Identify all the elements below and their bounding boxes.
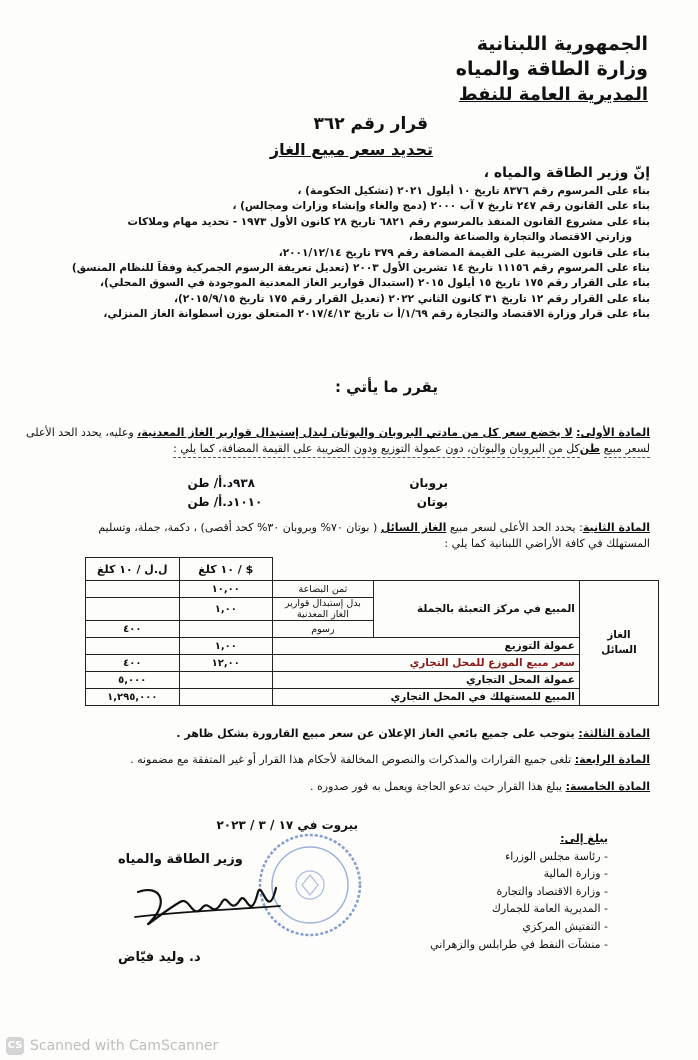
preamble-line: وزارتي الاقتصاد والتجارة والصناعة والنفط، xyxy=(408,231,632,244)
preamble-line: بناء على المرسوم رقم ١١١٥٦ تاريخ ١٤ تشرين الأول ٢٠٠٣ (تعديل تعريفة الرسوم الجمركية وفقاً للنظام المنسق) xyxy=(71,262,650,275)
table-cell-usd xyxy=(179,689,273,706)
article-3 xyxy=(40,726,650,742)
table-cell-lbp: ٤٠٠ xyxy=(86,621,180,638)
table-row-label: ثمن البضاعة xyxy=(273,581,374,598)
article-1 xyxy=(26,425,650,458)
article-5-text: يبلغ هذا القرار حيث تدعو الحاجة ويعمل به فور صدوره . xyxy=(310,780,566,793)
price-product: بروبان xyxy=(409,476,448,490)
price-value: ١٠١٠ xyxy=(233,495,263,509)
table-cell-lbp xyxy=(86,581,180,598)
distribution-item: - رئاسة مجلس الوزراء xyxy=(505,849,608,863)
article-1-unit: طن xyxy=(579,442,601,455)
article-2-label: المادة الثانية xyxy=(582,521,650,534)
article-2 xyxy=(40,520,650,552)
price-list xyxy=(173,474,448,512)
table-header-lbp: ل.ل / ١٠ كلغ xyxy=(86,558,180,581)
article-2-text-3: المستهلك في كافة الأراضي اللبنانية كما يلي : xyxy=(444,537,650,550)
preamble-line: بناء على القرار رقم ١٢ تاريخ ٣١ كانون الثاني ٢٠٢٢ (تعديل القرار رقم ١٧٥ تاريخ ٢٠١٥/٩/١٥)، xyxy=(173,292,650,305)
table-cell-lbp xyxy=(86,638,180,655)
distribution-item: - المديرية العامة للجمارك xyxy=(491,902,608,916)
preamble xyxy=(30,184,650,323)
preamble-line: بناء على القرار رقم ١٧٥ تاريخ ١٥ أيلول ٢٠١٥ (استبدال قوارير الغاز المعدنية الموجودة في السوق المحلي)، xyxy=(100,277,650,290)
place-date: بيروت في ١٧ / ٣ / ٢٠٢٣ xyxy=(216,818,358,832)
price-value: ٩٣٨ xyxy=(233,476,255,490)
table-cell-lbp xyxy=(86,598,180,621)
minister-intro: إنّ وزير الطاقة والمياه ، xyxy=(483,165,650,181)
article-1-text-3: كل من البروبان والبوتان، دون عمولة التوزيع ودون الضريبة على القيمة المضافة، كما يلي : xyxy=(173,441,580,458)
table-row-label: عمولة التوزيع xyxy=(273,638,580,655)
article-4-label: المادة الرابعة: xyxy=(574,753,650,766)
table-row xyxy=(86,672,659,689)
article-1-bold: لا يخضع سعر كل من مادتي البروبان والبوتان لبدل إستبدال قوارير الغاز المعدنية، xyxy=(137,426,573,439)
letterhead xyxy=(456,32,648,107)
table-row xyxy=(86,581,659,598)
group-label-line: الغاز xyxy=(607,629,631,641)
article-2-text-2: ( بوتان ٧٠% وبروبان ٣٠% كحد أقصى) ، دكمة، جملة، وتسليم xyxy=(98,521,381,534)
table-cell-usd xyxy=(179,621,273,638)
table-row xyxy=(86,689,659,706)
distribution-item: - وزارة المالية xyxy=(543,867,608,881)
article-3-label: المادة الثالثة: xyxy=(578,727,650,740)
decision-number: قرار رقم ٣٦٢ xyxy=(313,114,428,134)
signatory-title: وزير الطاقة والمياه xyxy=(118,852,243,867)
table-group-label xyxy=(579,581,658,706)
distribution-item: - وزارة الاقتصاد والتجارة xyxy=(496,884,608,898)
table-blank xyxy=(273,558,659,581)
price-unit: د.أ/ طن xyxy=(187,476,233,490)
price-row xyxy=(173,493,448,512)
table-header-usd: $ / ١٠ كلغ xyxy=(179,558,273,581)
article-2-text: : يحدد الحد الأعلى لسعر مبيع xyxy=(446,521,583,534)
table-row-label: المبيع للمستهلك في المحل التجاري xyxy=(273,689,580,706)
table-cell-usd: ١,٠٠ xyxy=(179,638,273,655)
scanner-watermark xyxy=(6,1037,218,1055)
group-label-line: السائل xyxy=(601,644,637,656)
article-4 xyxy=(40,752,650,768)
signature xyxy=(130,862,290,946)
decision-title: تحديد سعر مبيع الغاز xyxy=(269,140,433,159)
price-unit: د.أ/ طن xyxy=(187,495,233,509)
preamble-line: بناء على المرسوم رقم ٨٣٧٦ تاريخ ١٠ أيلول ٢٠٢١ (تشكيل الحكومة) ، xyxy=(297,185,650,197)
distribution-item: - منشآت النفط في طرابلس والزهراني xyxy=(430,937,608,951)
table-row xyxy=(86,638,659,655)
article-1-text-2: لسعر مبيع xyxy=(604,441,650,458)
price-table xyxy=(85,557,659,706)
resolves-heading: يقرر ما يأتي : xyxy=(334,378,438,396)
table-wholesale-label: المبيع في مركز التعبئة بالجملة xyxy=(373,581,579,638)
table-cell-lbp: ٤٠٠ xyxy=(86,655,180,672)
price-row xyxy=(173,474,448,493)
scanner-text: Scanned with CamScanner xyxy=(30,1038,219,1054)
article-1-text: وعليه، يحدد الحد الأعلى xyxy=(26,426,138,439)
distribution-item: - التفتيش المركزي xyxy=(522,919,608,933)
signatory-name: د. وليد فيّاض xyxy=(118,950,201,965)
article-5 xyxy=(40,779,650,795)
table-cell-usd: ١,٠٠ xyxy=(179,598,273,621)
table-header-row xyxy=(86,558,659,581)
table-row-label: بدل إستبدال قوارير الغاز المعدنية xyxy=(273,598,374,621)
preamble-line: بناء على قانون الضريبة على القيمة المضافة رقم ٣٧٩ تاريخ ٢٠٠١/١٢/١٤، xyxy=(278,246,650,259)
price-table-wrapper xyxy=(85,557,659,706)
camscanner-icon: CS xyxy=(6,1037,24,1055)
article-4-text: تلغى جميع القرارات والمذكرات والنصوص المخالفة لأحكام هذا القرار أو غير المتفقة مع مضمونه . xyxy=(130,753,575,766)
preamble-line: بناء على قرار وزارة الاقتصاد والتجارة رقم ١/٦٩/أ ت تاريخ ٢٠١٧/٤/١٣ المتعلق بوزن أسطوانة الغاز المنزلي، xyxy=(103,308,650,321)
letterhead-republic: الجمهورية اللبنانية xyxy=(476,33,648,55)
distribution-title: يبلغ إلى: xyxy=(560,832,608,845)
table-cell-usd: ١٢,٠٠ xyxy=(179,655,273,672)
table-row-label: عمولة المحل التجاري xyxy=(273,672,580,689)
price-product: بوتان xyxy=(416,495,448,509)
preamble-line: بناء على مشروع القانون المنفذ بالمرسوم رقم ٦٨٢١ تاريخ ٢٨ كانون الأول ١٩٧٣ - تحديد مهام وملاكات xyxy=(127,215,650,228)
letterhead-ministry: وزارة الطاقة والمياه xyxy=(455,58,648,80)
table-row xyxy=(86,655,659,672)
table-cell-usd xyxy=(179,672,273,689)
table-row-label: سعر مبيع الموزع للمحل التجاري xyxy=(273,655,580,672)
table-cell-lbp: ٥,٠٠٠ xyxy=(86,672,180,689)
article-1-label: المادة الأولى: xyxy=(576,426,650,439)
article-2-bold: الغاز السائل xyxy=(380,521,447,534)
preamble-line: بناء على القانون رقم ٢٤٧ تاريخ ٧ آب ٢٠٠٠ (دمج والغاء وإنشاء وزارات ومجالس) ، xyxy=(232,200,650,213)
table-cell-usd: ١٠,٠٠ xyxy=(179,581,273,598)
distribution-list xyxy=(430,830,608,953)
table-row-label: رسوم xyxy=(273,621,374,638)
table-cell-lbp: ١,٢٩٥,٠٠٠ xyxy=(86,689,180,706)
article-5-label: المادة الخامسة: xyxy=(565,780,650,793)
article-3-text: يتوجب على جميع بائعي الغاز الإعلان عن سعر مبيع القارورة بشكل ظاهر . xyxy=(176,727,579,740)
letterhead-directorate: المديرية العامة للنفط xyxy=(458,84,648,105)
